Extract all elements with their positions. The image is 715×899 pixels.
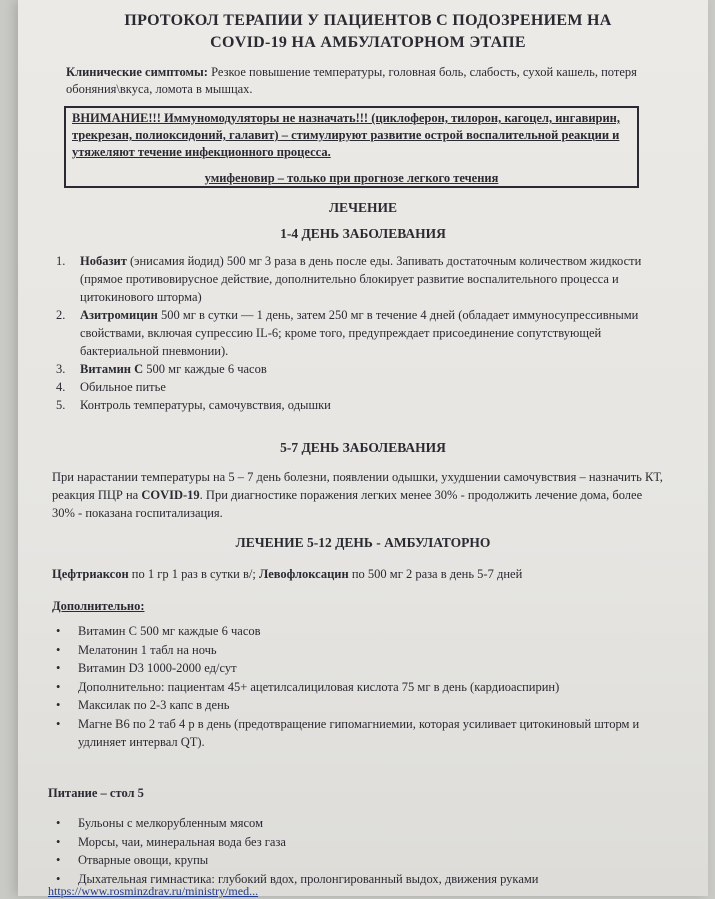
bullet-icon: • xyxy=(56,871,61,886)
bullet-icon: • xyxy=(56,834,61,849)
drug-name: Нобазит xyxy=(80,254,127,268)
period-3-heading: ЛЕЧЕНИЕ 5-12 ДЕНЬ - АМБУЛАТОРНО xyxy=(235,535,491,550)
item-text: 500 мг каждые 6 часов xyxy=(143,362,267,376)
bullet-icon: • xyxy=(56,853,61,867)
list-item xyxy=(52,833,692,852)
nutrition-heading: Питание – стол 5 xyxy=(48,786,144,800)
item-number: 4. xyxy=(56,380,66,394)
item-number: 2. xyxy=(56,308,66,322)
bullet-icon: • xyxy=(56,624,61,638)
title-line-2: COVID-19 НА АМБУЛАТОРНОМ ЭТАПЕ xyxy=(210,34,526,51)
bullet-icon: • xyxy=(56,816,61,830)
additional-list xyxy=(52,622,652,752)
list-item xyxy=(56,396,668,414)
source-link[interactable]: https://www.rosminzdrav.ru/ministry/med... xyxy=(48,884,259,898)
period-1-heading: 1-4 ДЕНЬ ЗАБОЛЕВАНИЯ xyxy=(280,226,446,241)
list-item xyxy=(52,715,652,752)
list-item xyxy=(52,641,652,660)
warning-text: ВНИМАНИЕ!!! Иммуномодуляторы не назначать!!! (циклоферон, тилорон, кагоцел, ингавирин, трекрезан, полиоксидоний, галавит) – стимулируют развитие острой воспалительной реакции и утяжеляют течение инфекционного процесса. xyxy=(72,111,620,159)
bullet-icon: • xyxy=(56,679,61,694)
item-number: 5. xyxy=(56,398,66,412)
treatment-list xyxy=(56,252,668,414)
list-item xyxy=(52,696,652,715)
list-item xyxy=(56,378,668,396)
item-text: Морсы, чаи, минеральная вода без газа xyxy=(78,834,286,849)
drug-name: Витамин С xyxy=(80,362,144,376)
item-text: Мелатонин 1 табл на ночь xyxy=(78,642,217,657)
additional-heading: Дополнительно: xyxy=(52,599,145,613)
nutrition-list xyxy=(52,814,692,888)
list-item xyxy=(56,306,668,360)
drug-dose: по 500 мг 2 раза в день 5-7 дней xyxy=(348,567,523,581)
document-page xyxy=(18,0,708,896)
list-item xyxy=(52,659,652,678)
bullet-icon: • xyxy=(56,698,61,712)
drug-name: Левофлоксацин xyxy=(258,567,349,581)
list-item xyxy=(56,252,668,306)
period-2-paragraph xyxy=(52,468,667,522)
list-item xyxy=(52,814,692,833)
symptoms-label: Клинические симптомы: xyxy=(66,65,208,79)
symptoms-paragraph xyxy=(66,64,666,98)
list-item xyxy=(56,360,668,378)
item-text: Витамин С 500 мг каждые 6 часов xyxy=(78,624,261,638)
list-item xyxy=(52,851,692,870)
treatment-heading: ЛЕЧЕНИЕ xyxy=(329,200,397,215)
item-number: 3. xyxy=(56,362,66,376)
item-text: Обильное питье xyxy=(80,380,166,394)
period-2-text: При нарастании температуры на 5 – 7 день болезни, появлении одышки, ухудшении самочувствия – назначить КТ, реакция ПЦР на xyxy=(52,470,663,502)
drug-dose: по 1 гр 1 раз в сутки в/; xyxy=(128,567,259,581)
item-text: Максилак по 2-3 капс в день xyxy=(78,698,230,712)
bullet-icon: • xyxy=(56,661,61,675)
item-text: 500 мг в сутки — 1 день, затем 250 мг в течение 4 дней (обладает иммуносупрессивными свойствами, включая супрессию IL-6; кроме того, предупреждает присоединение сопутствующей бактериальной пневмонии). xyxy=(80,308,639,358)
drug-name: Азитромицин xyxy=(80,308,158,322)
bullet-icon: • xyxy=(56,642,61,657)
drug-name: Цефтриаксон xyxy=(52,567,129,581)
document-title xyxy=(88,10,648,54)
item-number: 1. xyxy=(56,254,66,268)
period-2-heading: 5-7 ДЕНЬ ЗАБОЛЕВАНИЯ xyxy=(280,440,446,455)
period-2-text-end: . При диагностике поражения легких менее 30% - продолжить лечение дома, более 30% - показана госпитализация. xyxy=(52,488,643,520)
item-text: Дыхательная гимнастика: глубокий вдох, пролонгированный выдох, движения руками xyxy=(78,871,539,886)
bullet-icon: • xyxy=(56,716,61,731)
item-text: Витамин D3 1000-2000 ед/сут xyxy=(78,661,237,675)
item-text: Контроль температуры, самочувствия, одышки xyxy=(80,398,331,412)
item-text: Магне В6 по 2 таб 4 р в день (предотвращение гипомагниемии, которая усиливает цитокиновый шторм и удлиняет интервал QT). xyxy=(78,716,640,749)
item-text: (энисамия йодид) 500 мг 3 раза в день после еды. Запивать достаточным количеством жидкости (прямое противовирусное действие, дополнительно блокирует развитие воспалительного процесса и цитокинового шторма) xyxy=(80,254,642,304)
title-line-1: ПРОТОКОЛ ТЕРАПИИ У ПАЦИЕНТОВ С ПОДОЗРЕНИЕМ НА xyxy=(124,12,612,29)
item-text: Бульоны с мелкорубленным мясом xyxy=(78,816,263,830)
item-text: Отварные овощи, крупы xyxy=(78,853,209,867)
item-text: Дополнительно: пациентам 45+ ацетилсалициловая кислота 75 мг в день (кардиоаспирин) xyxy=(78,679,560,694)
list-item xyxy=(52,678,652,697)
warning-note: умифеновир – только при прогнозе легкого течения xyxy=(204,171,499,185)
list-item xyxy=(52,622,652,641)
warning-box xyxy=(64,106,639,188)
symptoms-text: Резкое повышение температуры, головная боль, слабость, сухой кашель, потеря обоняния\вкуса, ломота в мышцах. xyxy=(66,65,637,96)
antibiotics-line xyxy=(52,565,692,583)
covid-label: COVID-19 xyxy=(141,488,200,502)
